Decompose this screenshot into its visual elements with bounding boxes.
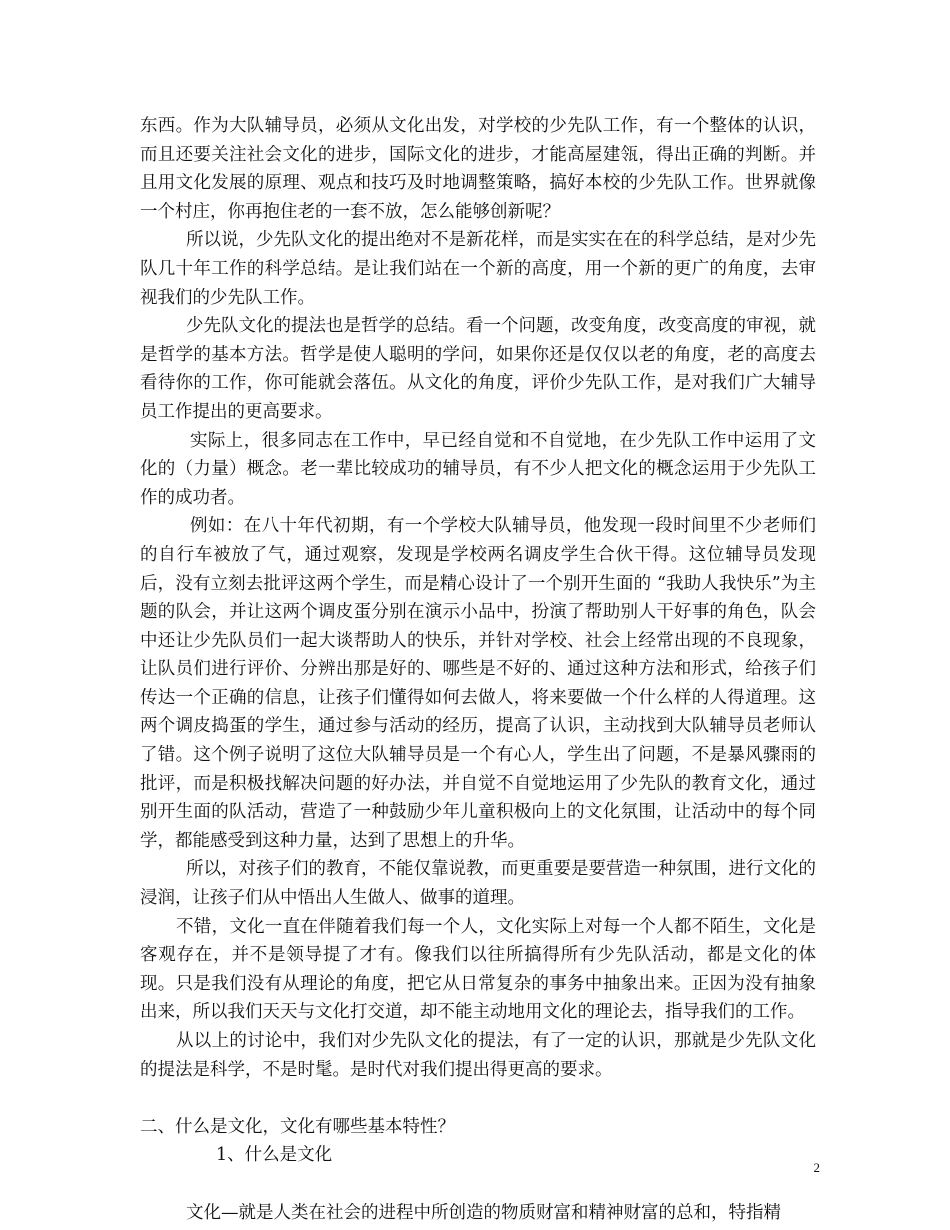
paragraph: 不错，文化一直在伴随着我们每一个人，文化实际上对每一个人都不陌生，文化是客观存在，并不是领导提了才有。像我们以往所搞得所有少先队活动，都是文化的体现。只是我们没有从理论的角度，把它从日常复杂的事务中抽象出来。正因为没有抽象出来，所以我们天天与文化打交道，却不能主动地用文化的理论去，指导我们的工作。: [140, 916, 816, 1023]
paragraph: 东西。作为大队辅导员，必须从文化出发，对学校的少先队工作，有一个整体的认识，而且还要关注社会文化的进步，国际文化的进步，才能高屋建瓴，得出正确的判断。并且用文化发展的原理、观点和技巧及时地调整策略，搞好本校的少先队工作。世界就像一个村庄，你再抱住老的一套不放，怎么能够创新呢？: [140, 116, 816, 222]
blank-line: [140, 1084, 816, 1113]
paragraph: 所以说，少先队文化的提出绝对不是新花样，而是实实在在的科学总结，是对少先队几十年工作的科学总结。是让我们站在一个新的高度，用一个新的更广的角度，去审视我们的少先队工作。: [140, 230, 816, 308]
section-heading: 二、什么是文化，文化有哪些基本特性？: [140, 1116, 455, 1137]
document-body: [140, 112, 816, 1227]
paragraph: 少先队文化的提法也是哲学的总结。看一个问题，改变角度，改变高度的审视，就是哲学的基本方法。哲学是使人聪明的学问，如果你还是仅仅以老的角度，老的高度去看待你的工作，你可能就会落伍。从文化的角度，评价少先队工作，是对我们广大辅导员工作提出的更高要求。: [140, 316, 816, 422]
subsection-heading: 1、什么是文化: [216, 1145, 333, 1166]
paragraph: 实际上，很多同志在工作中，早已经自觉和不自觉地，在少先队工作中运用了文化的（力量）概念。老一辈比较成功的辅导员，有不少人把文化的概念运用于少先队工作的成功者。: [140, 430, 816, 508]
paragraph: 从以上的讨论中，我们对少先队文化的提法，有了一定的认识，那就是少先队文化的提法是科学，不是时髦。是时代对我们提出得更高的要求。: [140, 1031, 816, 1080]
page-number: 2: [813, 1160, 820, 1175]
paragraph: 文化—就是人类在社会的进程中所创造的物质财富和精神财富的总和，特指精: [186, 1202, 781, 1223]
blank-line: [140, 1170, 816, 1199]
paragraph: 例如：在八十年代初期，有一个学校大队辅导员，他发现一段时间里不少老师们的自行车被放了气，通过观察，发现是学校两名调皮学生合伙干得。这位辅导员发现后，没有立刻去批评这两个学生，而是精心设计了一个别开生面的 “我助人我快乐”为主题的队会，并让这两个调皮蛋分别在演示小品中，扮演了帮助别人干好事的角色，队会中还让少先队员们一起大谈帮助人的快乐，并针对学校、社会上经常出现的不良现象，让队员们进行评价、分辨出那是好的、哪些是不好的、通过这种方法和形式，给孩子们传达一个正确的信息，让孩子们懂得如何去做人，将来要做一个什么样的人得道理。这两个调皮捣蛋的学生，通过参与活动的经历，提高了认识，主动找到大队辅导员老师认了错。这个例子说明了这位大队辅导员是一个有心人，学生出了问题，不是暴风骤雨的批评，而是积极找解决问题的好办法，并自觉不自觉地运用了少先队的教育文化，通过别开生面的队活动，营造了一种鼓励少年儿童积极向上的文化氛围，让活动中的每个同学，都能感受到这种力量，达到了思想上的升华。: [140, 516, 816, 851]
paragraph: 所以，对孩子们的教育，不能仅靠说教，而更重要是要营造一种氛围，进行文化的浸润，让孩子们从中悟出人生做人、做事的道理。: [140, 859, 816, 909]
